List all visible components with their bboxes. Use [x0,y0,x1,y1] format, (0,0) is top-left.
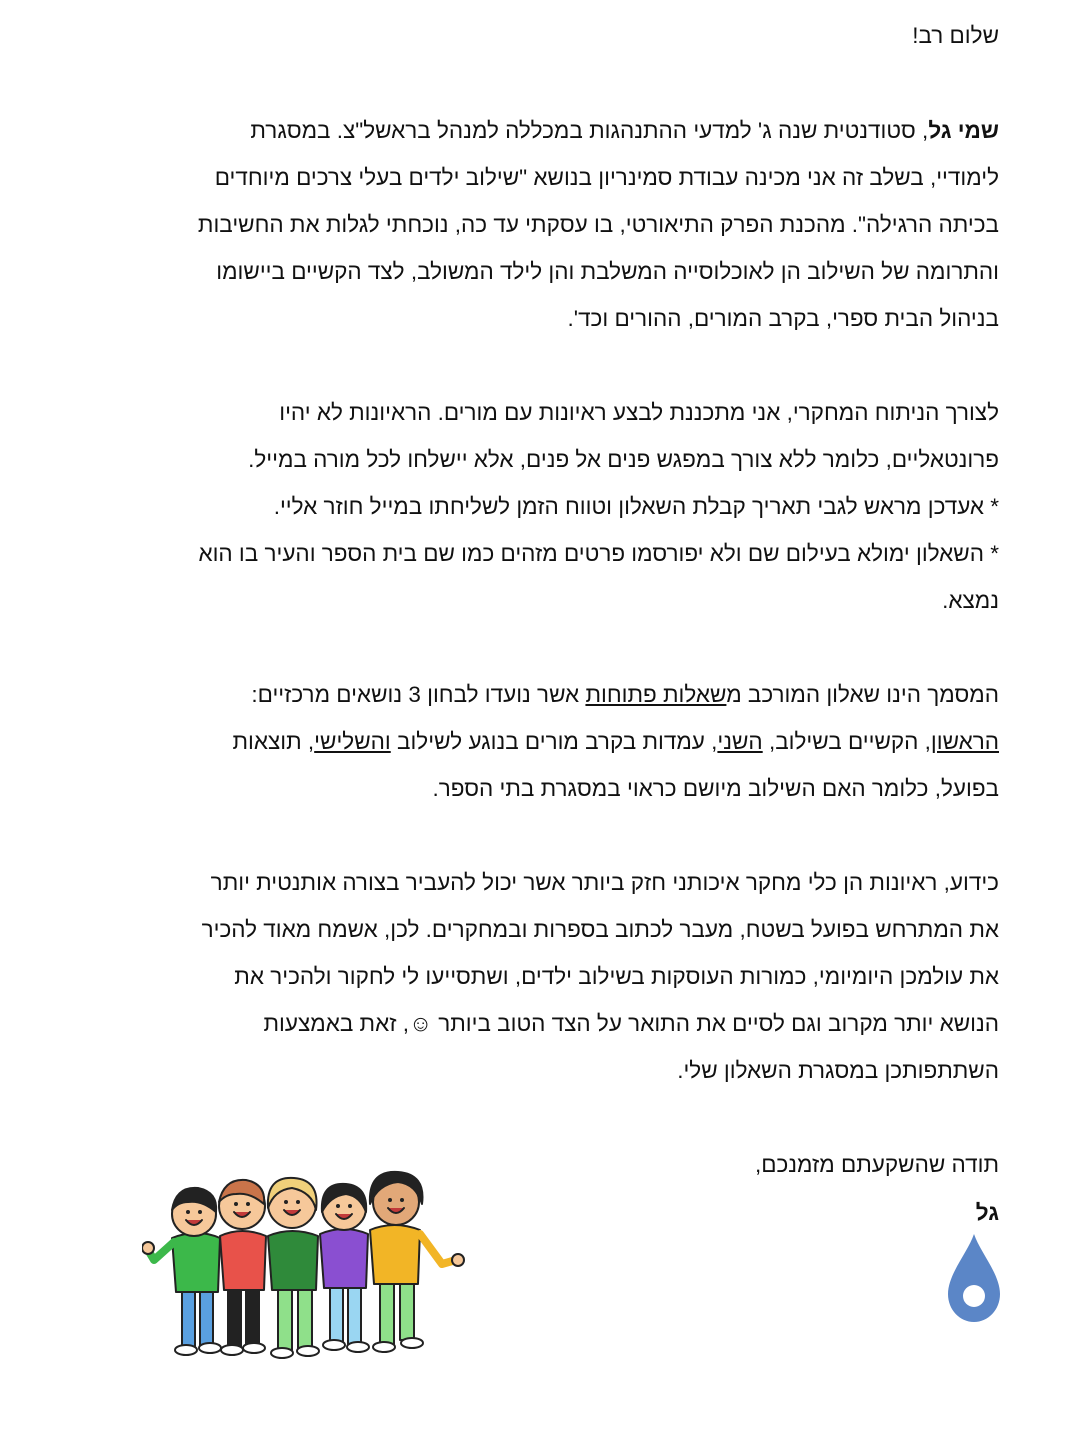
method-line-1: לצורך הניתוח המחקרי, אני מתכננת לבצע ראיונות עם מורים. הראיונות לא יהיו [279,400,999,425]
intro-line-5: בניהול הבית ספרי, בקרב המורים, ההורים וכד'. [567,306,999,331]
document-part-3: , הקשיים בשילוב, [762,729,931,754]
document-part-2: אשר נועדו לבחון 3 נושאים מרכזיים: [251,682,586,707]
closing-paragraph [80,859,999,1094]
document-line-3: בפועל, כלומר האם השילוב מיושם כראוי במסגרת בתי הספר. [432,776,999,801]
water-drop-icon [944,1232,1004,1324]
intro-name: שמי גל [928,118,999,143]
document-paragraph [80,671,999,812]
closing-line-5: השתתפותכן במסגרת השאלון שלי. [677,1058,999,1083]
method-line-3: * אעדכן מראש לגבי תאריך קבלת השאלון וטווח הזמן לשליחתו במייל חוזר אליי. [273,494,999,519]
intro-paragraph [80,107,999,342]
signature: גל [975,1200,999,1225]
closing-line-3: את עולמכן היומיומי, כמורות העוסקות בשילוב ילדים, ושתסייעו לי לחקור ולהכיר את [234,964,999,989]
second-topic-label: השני [717,729,763,754]
thanks-line: תודה שהשקעתם מזמנכם, [754,1152,999,1177]
intro-line-1-rest: , סטודנטית שנה ג' למדעי ההתנהגות במכללה למנהל בראשל"צ. במסגרת [250,118,929,143]
open-questions-text: שאלות פתוחות [585,682,727,707]
document-part-1: המסמך הינו שאלון המורכב מ [726,682,999,707]
third-topic-label: והשלישי [314,729,391,754]
document-line-2 [80,718,999,765]
document-part-5: , תוצאות [232,729,315,754]
intro-line-3: בכיתה הרגילה". מהכנת הפרק התיאורטי, בו עסקתי עד כה, נוכחתי לגלות את החשיבות [197,212,999,237]
document-part-4: , עמדות בקרב מורים בנוגע לשילוב [390,729,718,754]
method-line-2: פרונטאליים, כלומר ללא צורך במפגש פנים אל פנים, אלא יישלחו לכל מורה במייל. [248,447,999,472]
method-line-5: נמצא. [942,588,999,613]
intro-line-1 [80,107,999,154]
greeting: שלום רב! [912,23,999,48]
method-line-4: * השאלון ימולא בעילום שם ולא יפורסמו פרטים מזהים כמו שם בית הספר והעיר בו הוא [198,541,999,566]
closing-line-4: הנושא יותר מקרוב וגם לסיים את התואר על הצד הטוב ביותר ☺, זאת באמצעות [263,1011,999,1036]
children-illustration [142,1168,468,1364]
closing-line-1: כידוע, ראיונות הן כלי מחקר איכותני חזק ביותר אשר יכול להעביר בצורה אותנטית יותר [210,870,999,895]
first-topic-label: הראשון [930,729,999,754]
intro-line-4: והתרומה של השילוב הן לאוכלוסייה המשלבת והן לילד המשולב, לצד הקשיים ביישומו [216,259,999,284]
closing-line-2: את המתרחש בפועל בשטח, מעבר לכתוב בספרות ובמחקרים. לכן, אשמח מאוד להכיר [201,917,999,942]
method-paragraph [80,389,999,624]
document-line-1 [80,671,999,718]
intro-line-2: לימודיי, בשלב זה אני מכינה עבודת סמינריון בנושא "שילוב ילדים בעלי צרכים מיוחדים [214,165,999,190]
